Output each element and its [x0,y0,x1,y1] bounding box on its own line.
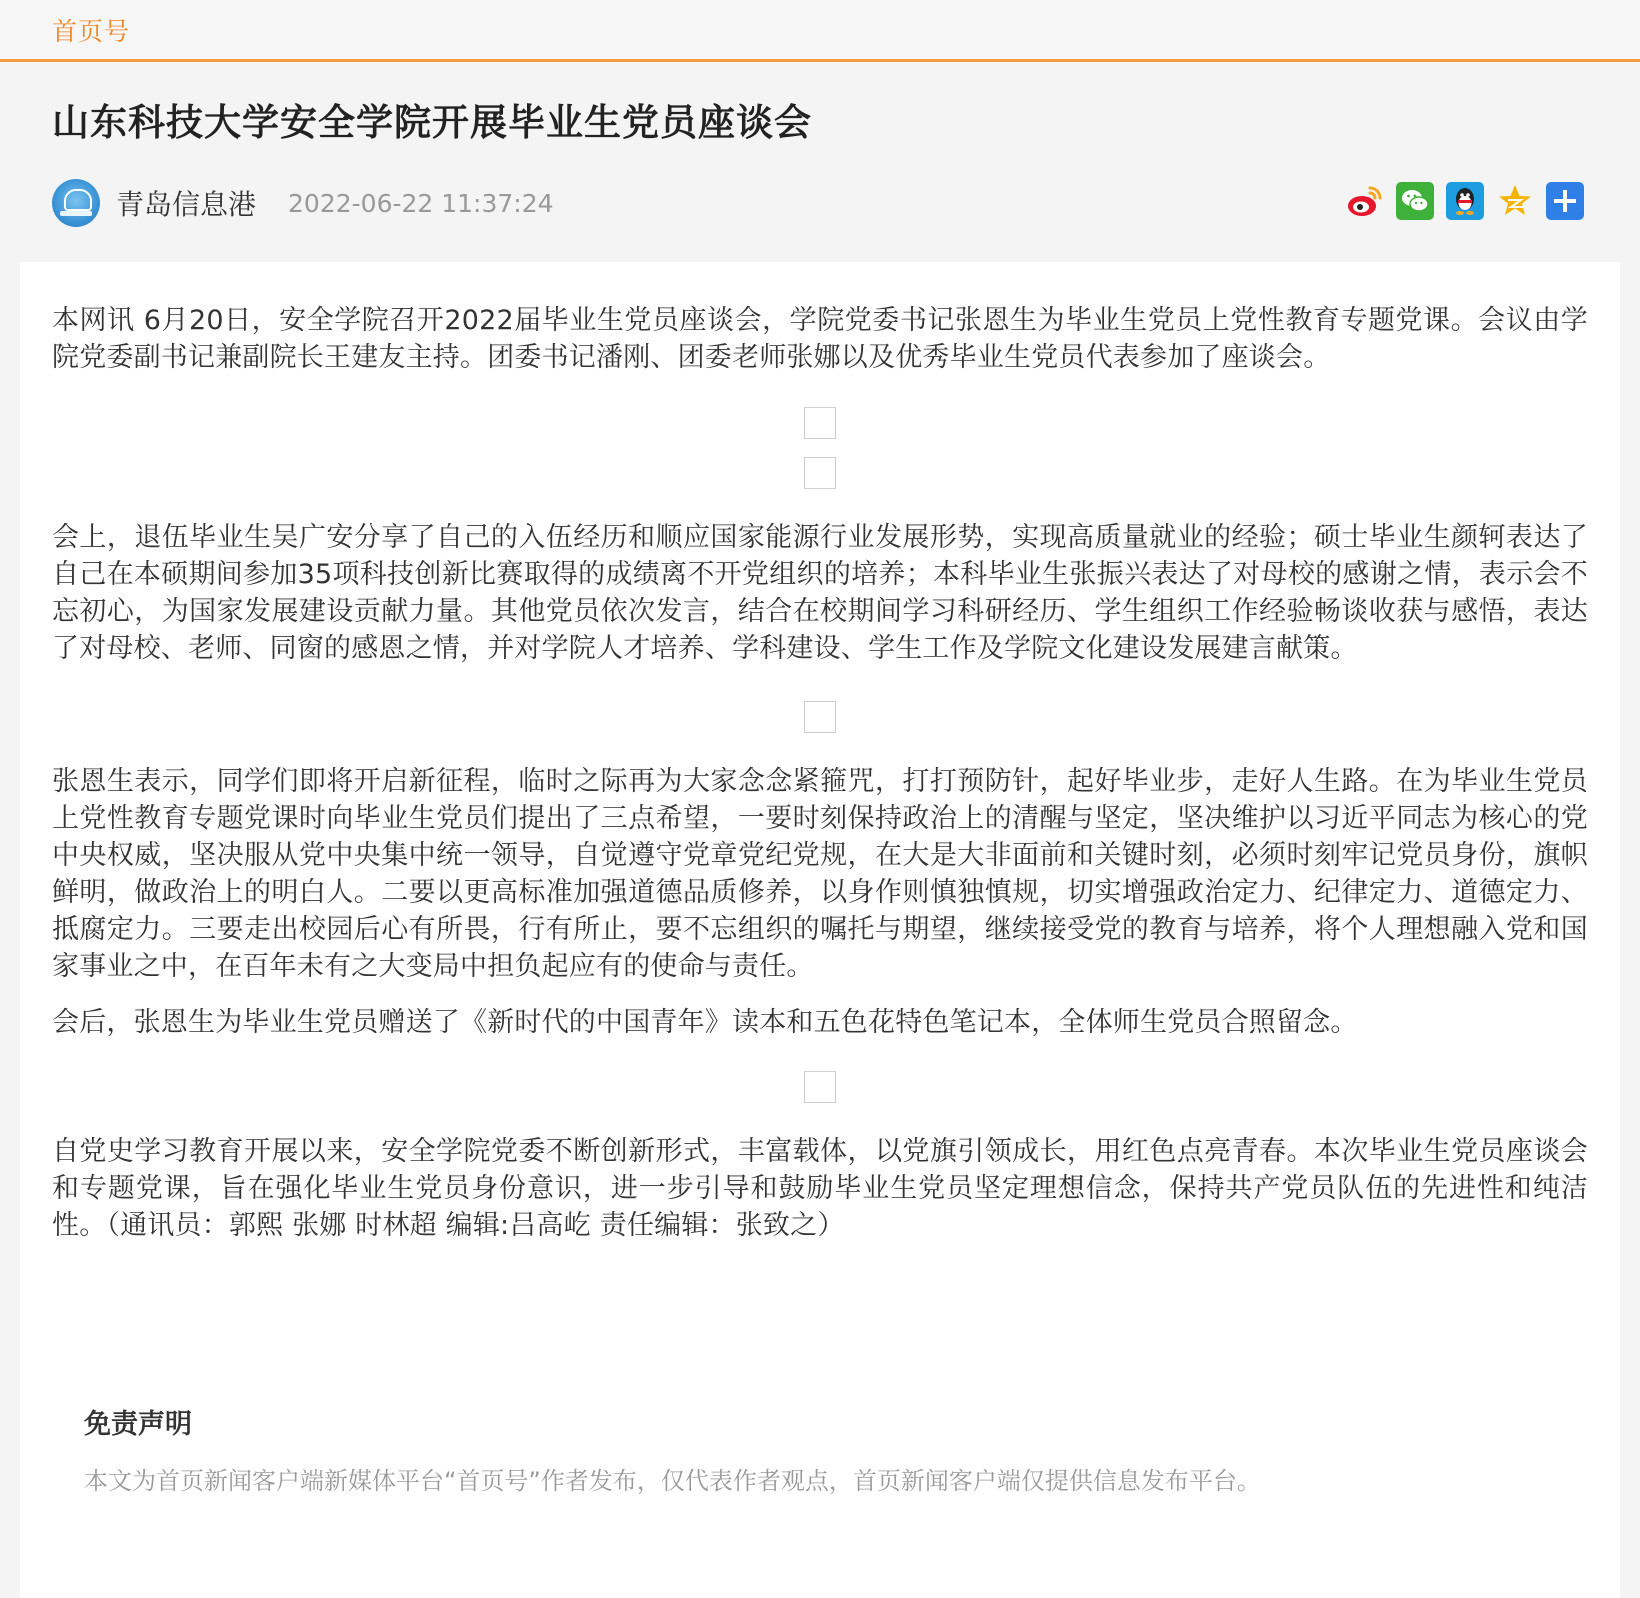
qq-icon [1450,185,1480,217]
article-meta [52,178,554,228]
paragraph-2: 会上，退伍毕业生吴广安分享了自己的入伍经历和顺应国家能源行业发展形势，实现高质量就业的经验；硕士毕业生颜轲表达了自己在本硕期间参加35项科技创新比赛取得的成绩离不开党组织的培养；本科毕业生张振兴表达了对母校的感谢之情，表示会不忘初心，为国家发展建设贡献力量。其他党员依次发言，结合在校期间学习科研经历、学生组织工作经验畅谈收获与感悟，表达了对母校、老师、同窗的感恩之情，并对学院人才培养、学科建设、学生工作及学院文化建设发展建言献策。 [52,522,1588,664]
author-name[interactable]: 青岛信息港 [116,188,257,221]
brand-link[interactable]: 首页号 [52,17,131,46]
article-card [20,262,1620,1598]
wechat-icon [1399,185,1431,217]
disclaimer-text: 本文为首页新闻客户端新媒体平台“首页号”作者发布，仅代表作者观点，首页新闻客户端仅提供信息发布平台。 [84,1467,1261,1495]
share-more-button[interactable] [1546,182,1584,220]
paragraph-5: 自党史学习教育开展以来，安全学院党委不断创新形式，丰富载体，以党旗引领成长，用红色点亮青春。本次毕业生党员座谈会和专题党课，旨在强化毕业生党员身份意识，进一步引导和鼓励毕业生党员坚定理想信念，保持共产党员队伍的先进性和纯洁性。（通讯员：郭熙 张娜 时林超 编辑:吕高屹 责任编辑：张致之） [52,1136,1588,1241]
disclaimer [84,1402,1564,1496]
publish-datetime: 2022-06-22 11:37:24 [288,188,554,218]
image-placeholder-3[interactable] [804,701,836,733]
paragraph-1: 本网讯 6月20日，安全学院召开2022届毕业生党员座谈会，学院党委书记张恩生为毕业生党员上党性教育专题党课。会议由学院党委副书记兼副院长王建友主持。团委书记潘刚、团委老师张娜以及优秀毕业生党员代表参加了座谈会。 [52,305,1588,373]
author-avatar[interactable] [52,179,100,227]
article-title: 山东科技大学安全学院开展毕业生党员座谈会 [52,101,812,144]
article-body [52,302,1588,1244]
share-qq-button[interactable] [1446,182,1484,220]
share-weibo-button[interactable] [1346,182,1384,220]
disclaimer-title: 免责声明 [84,1409,192,1440]
image-placeholder-2[interactable] [804,457,836,489]
paragraph-4: 会后，张恩生为毕业生党员赠送了《新时代的中国青年》读本和五色花特色笔记本，全体师生党员合照留念。 [52,1007,1358,1038]
share-wechat-button[interactable] [1396,182,1434,220]
paragraph-3: 张恩生表示，同学们即将开启新征程，临时之际再为大家念念紧箍咒，打打预防针，起好毕业步，走好人生路。在为毕业生党员上党性教育专题党课时向毕业生党员们提出了三点希望，一要时刻保持政治上的清醒与坚定，坚决维护以习近平同志为核心的党中央权威，坚决服从党中央集中统一领导，自觉遵守党章党纪党规，在大是大非面前和关键时刻，必须时刻牢记党员身份，旗帜鲜明，做政治上的明白人。二要以更高标准加强道德品质修养，以身作则慎独慎规，切实增强政治定力、纪律定力、道德定力、抵腐定力。三要走出校园后心有所畏，行有所止，要不忘组织的嘱托与期望，继续接受党的教育与培养，将个人理想融入党和国家事业之中，在百年未有之大变局中担负起应有的使命与责任。 [52,766,1588,982]
qzone-icon [1496,182,1534,220]
image-placeholder-4[interactable] [804,1071,836,1103]
top-bar [0,0,1640,62]
share-bar [1346,182,1584,220]
weibo-icon [1346,182,1384,220]
image-placeholder-1[interactable] [804,407,836,439]
share-qzone-button[interactable] [1496,182,1534,220]
plus-icon [1552,188,1578,214]
